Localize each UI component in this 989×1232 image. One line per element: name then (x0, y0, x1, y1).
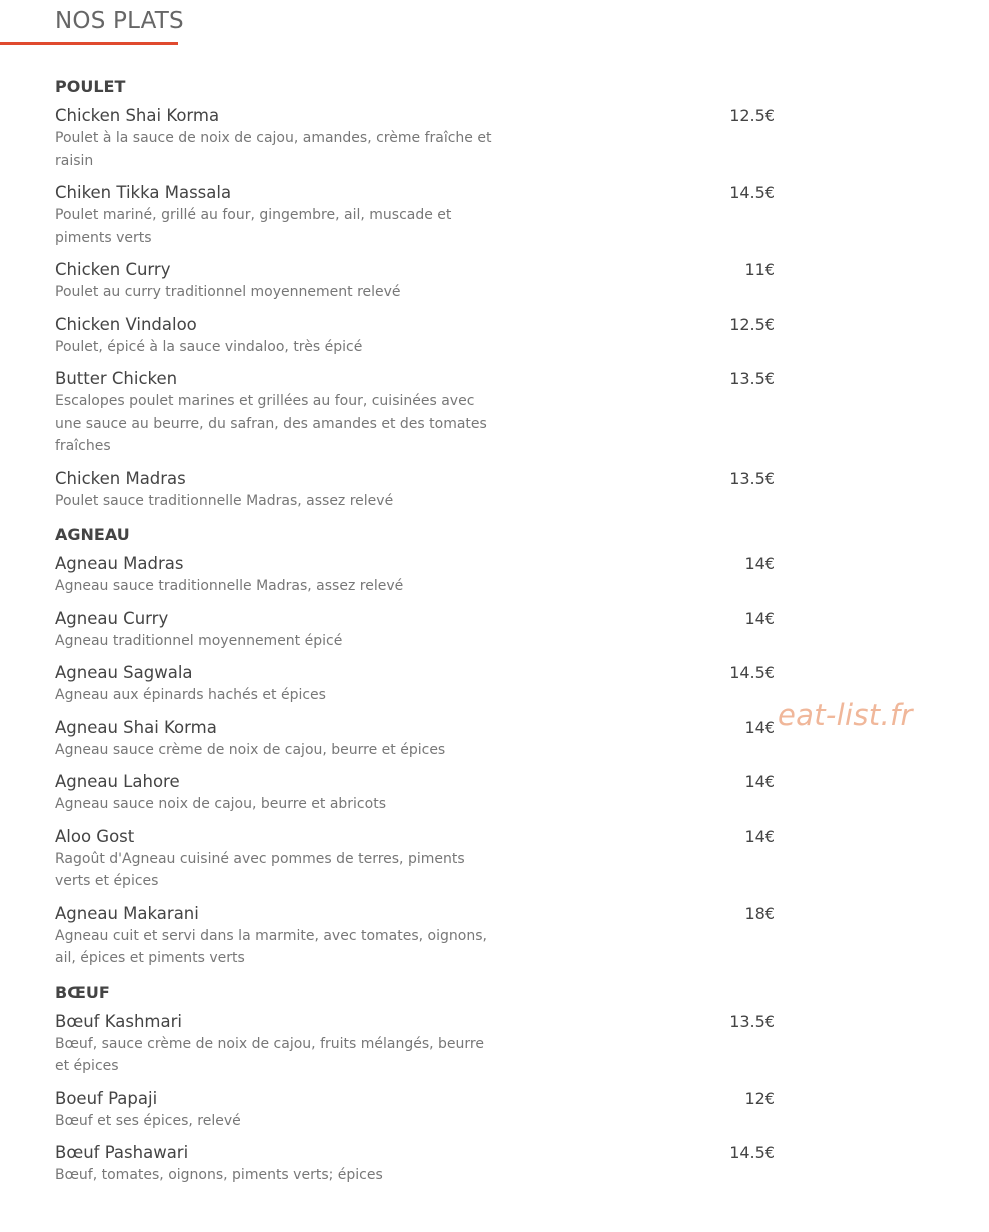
menu-item (55, 1142, 775, 1187)
section-heading-poulet: POULET (55, 77, 126, 96)
menu-item (55, 662, 775, 707)
dish-description: Bœuf, tomates, oignons, piments verts; épices (55, 1167, 383, 1183)
page-title: NOS PLATS (55, 8, 184, 34)
menu-item (55, 903, 775, 970)
menu-item (55, 1088, 775, 1133)
dish-price: 14€ (744, 826, 775, 846)
dish-price: 14€ (744, 608, 775, 628)
dish-price: 14€ (744, 772, 775, 791)
dish-description: Agneau sauce crème de noix de cajou, beurre et épices (55, 741, 446, 758)
dish-price: 11€ (744, 260, 775, 279)
menu-item (55, 468, 775, 513)
dish-price: 13.5€ (729, 468, 775, 488)
dish-name: Butter Chicken (55, 369, 178, 388)
dish-description: Agneau sauce noix de cajou, beurre et abricots (55, 796, 386, 812)
dish-description: Poulet, épicé à la sauce vindaloo, très épicé (55, 338, 363, 355)
menu-item (55, 314, 775, 359)
dish-description: Agneau aux épinards hachés et épices (55, 687, 326, 703)
dish-description: Escalopes poulet marines et grillées au four, cuisinées avec une sauce au beurre, du safran, des amandes et des tomates fraîches (55, 393, 487, 454)
dish-description: Agneau cuit et servi dans la marmite, avec tomates, oignons, ail, épices et piments verts (55, 927, 487, 966)
dish-description: Agneau traditionnel moyennement épicé (55, 632, 343, 649)
menu-item (55, 259, 775, 304)
dish-name: Bœuf Pashawari (55, 1143, 189, 1162)
watermark-logo: eat-list.fr (778, 698, 913, 732)
dish-name: Chiken Tikka Massala (55, 183, 232, 202)
menu-item (55, 553, 775, 598)
dish-name: Chicken Vindaloo (55, 314, 197, 334)
dish-name: Agneau Lahore (55, 772, 180, 791)
dish-price: 14.5€ (729, 1143, 775, 1162)
dish-name: Chicken Shai Korma (55, 106, 220, 125)
dish-price: 12€ (744, 1088, 775, 1108)
section-heading-agneau: AGNEAU (55, 525, 130, 544)
dish-price: 12.5€ (729, 314, 775, 334)
dish-price: 14.5€ (729, 663, 775, 682)
menu-item (55, 826, 775, 893)
dish-name: Boeuf Papaji (55, 1088, 158, 1108)
section-heading-boeuf: BŒUF (55, 982, 110, 1002)
menu-item (55, 608, 775, 653)
menu-item (55, 717, 775, 762)
dish-description: Bœuf, sauce crème de noix de cajou, fruits mélangés, beurre et épices (55, 1035, 484, 1074)
menu-item (55, 1011, 775, 1078)
menu-list (55, 74, 775, 1197)
dish-name: Chicken Curry (55, 260, 171, 279)
dish-price: 14.5€ (729, 183, 775, 202)
menu-item (55, 771, 775, 816)
dish-name: Agneau Sagwala (55, 663, 193, 682)
dish-name: Agneau Shai Korma (55, 717, 217, 737)
dish-price: 14€ (744, 554, 775, 573)
dish-name: Agneau Madras (55, 554, 184, 573)
dish-description: Agneau sauce traditionnelle Madras, assez relevé (55, 578, 404, 594)
menu-item (55, 182, 775, 249)
dish-name: Agneau Makarani (55, 903, 199, 923)
menu-item (55, 105, 775, 172)
dish-price: 12.5€ (729, 106, 775, 125)
menu-item (55, 368, 775, 458)
dish-description: Poulet sauce traditionnelle Madras, assez relevé (55, 492, 394, 509)
dish-name: Agneau Curry (55, 608, 169, 628)
dish-price: 13.5€ (729, 369, 775, 388)
dish-description: Poulet à la sauce de noix de cajou, amandes, crème fraîche et raisin (55, 130, 492, 169)
page-header (0, 0, 989, 48)
title-underline (0, 42, 178, 45)
dish-name: Chicken Madras (55, 468, 186, 488)
dish-price: 13.5€ (729, 1011, 775, 1031)
dish-description: Poulet au curry traditionnel moyennement relevé (55, 284, 401, 300)
dish-price: 14€ (744, 717, 775, 737)
dish-name: Bœuf Kashmari (55, 1011, 182, 1031)
dish-description: Bœuf et ses épices, relevé (55, 1112, 241, 1129)
dish-price: 18€ (744, 903, 775, 923)
dish-description: Poulet mariné, grillé au four, gingembre, ail, muscade et piments verts (55, 207, 452, 246)
dish-description: Ragoût d'Agneau cuisiné avec pommes de terres, piments verts et épices (55, 850, 465, 889)
dish-name: Aloo Gost (55, 826, 135, 846)
